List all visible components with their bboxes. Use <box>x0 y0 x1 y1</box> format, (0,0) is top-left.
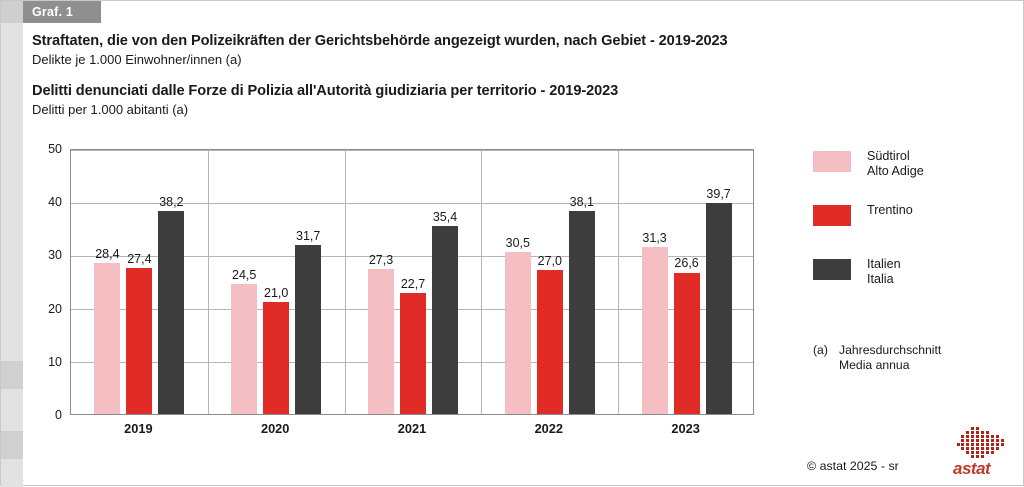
bar-value-label: 21,0 <box>264 286 289 301</box>
y-axis-tick-label: 30 <box>48 248 62 263</box>
bar-2023-3 <box>706 203 732 414</box>
bar-2020-1 <box>231 284 257 414</box>
bar-value-label: 31,3 <box>642 231 667 246</box>
page-subtitle-it: Delitti per 1.000 abitanti (a) <box>32 102 189 117</box>
copyright-text: © astat 2025 - sr <box>807 459 899 473</box>
x-axis-tick-label: 2023 <box>671 421 700 436</box>
bar-2020-2 <box>263 302 289 414</box>
bar-2020-3 <box>295 245 321 414</box>
category-separator <box>208 150 209 414</box>
legend-label-it: Italia <box>867 272 894 286</box>
category-separator <box>481 150 482 414</box>
bar-value-label: 30,5 <box>505 235 530 250</box>
legend-label-de: Südtirol <box>867 149 910 163</box>
category-separator <box>345 150 346 414</box>
bar-value-label: 22,7 <box>400 277 426 292</box>
x-axis-tick-label: 2021 <box>397 421 427 436</box>
legend-swatch-trentino <box>813 205 851 226</box>
page-title-it: Delitti denunciati dalle Forze di Polizia all'Autorità giudiziaria per territorio - 2019-2023 <box>32 83 619 99</box>
plot-area <box>70 149 754 415</box>
astat-logo <box>953 427 1013 479</box>
footnote <box>813 343 1013 373</box>
legend-label-trentino <box>867 203 913 218</box>
left-decoration-strip <box>1 1 23 487</box>
bar-2019-1 <box>94 263 120 414</box>
legend-item-italien <box>813 257 1003 291</box>
bar-2021-2 <box>400 293 426 414</box>
y-axis-tick-label: 20 <box>48 301 62 316</box>
bar-2022-1 <box>505 252 531 414</box>
bar-value-label: 24,5 <box>232 267 257 282</box>
bar-value-label: 28,4 <box>95 246 120 261</box>
legend-swatch-sudtirol <box>813 151 851 172</box>
legend-label-de: Trentino <box>867 203 913 217</box>
y-axis-tick-label: 50 <box>48 142 62 156</box>
bar-2023-2 <box>674 273 700 415</box>
footnote-mark: (a) <box>813 343 828 357</box>
footnote-line-it: Media annua <box>839 358 910 372</box>
bar-2021-3 <box>432 226 458 414</box>
bar-2019-3 <box>158 211 184 414</box>
title-block <box>32 33 962 117</box>
bar-value-label: 31,7 <box>296 229 321 244</box>
legend-label-sudtirol <box>867 149 924 179</box>
x-axis-tick-label: 2019 <box>124 421 153 436</box>
bar-value-label: 27,3 <box>368 252 394 267</box>
y-axis-tick-label: 0 <box>55 408 62 422</box>
x-axis-tick-label: 2022 <box>534 421 564 436</box>
legend-item-sudtirol <box>813 149 1003 183</box>
x-axis-tick-label: 2020 <box>260 421 290 436</box>
legend-label-it: Alto Adige <box>867 164 924 178</box>
bar-value-label: 38,2 <box>159 194 184 209</box>
legend-label-de: Italien <box>867 257 901 271</box>
bar-value-label: 39,7 <box>706 186 731 201</box>
astat-logo-word: astat <box>953 459 991 478</box>
gridline <box>71 150 753 151</box>
chart-legend <box>813 149 1003 311</box>
footnote-line-de: Jahresdurchschnitt <box>839 343 942 357</box>
bar-value-label: 27,0 <box>537 254 562 269</box>
strip-block-3 <box>1 431 23 459</box>
bar-value-label: 38,1 <box>569 195 594 210</box>
bar-2022-2 <box>537 270 563 414</box>
bar-chart <box>32 142 754 436</box>
bar-value-label: 35,4 <box>432 209 458 224</box>
strip-block-2 <box>1 361 23 389</box>
graf-tag: Graf. 1 <box>23 1 101 23</box>
bar-value-label: 26,6 <box>674 256 699 271</box>
bar-2023-1 <box>642 247 668 414</box>
y-axis-tick-label: 10 <box>48 354 62 369</box>
page-title-de: Straftaten, die von den Polizeikräften der Gerichtsbehörde angezeigt wurden, nach Gebiet - 2019-2023 <box>32 33 728 49</box>
bar-value-label: 27,4 <box>127 252 152 267</box>
bar-2022-3 <box>569 211 595 414</box>
legend-item-trentino <box>813 203 1003 237</box>
y-axis-tick-label: 40 <box>48 195 62 210</box>
strip-block-1 <box>1 1 23 23</box>
legend-swatch-italien <box>813 259 851 280</box>
page-subtitle-de: Delikte je 1.000 Einwohner/innen (a) <box>32 52 242 67</box>
astat-logo-mark <box>957 427 1009 463</box>
legend-label-italien <box>867 257 901 287</box>
bar-2019-2 <box>126 268 152 414</box>
category-separator <box>618 150 619 414</box>
